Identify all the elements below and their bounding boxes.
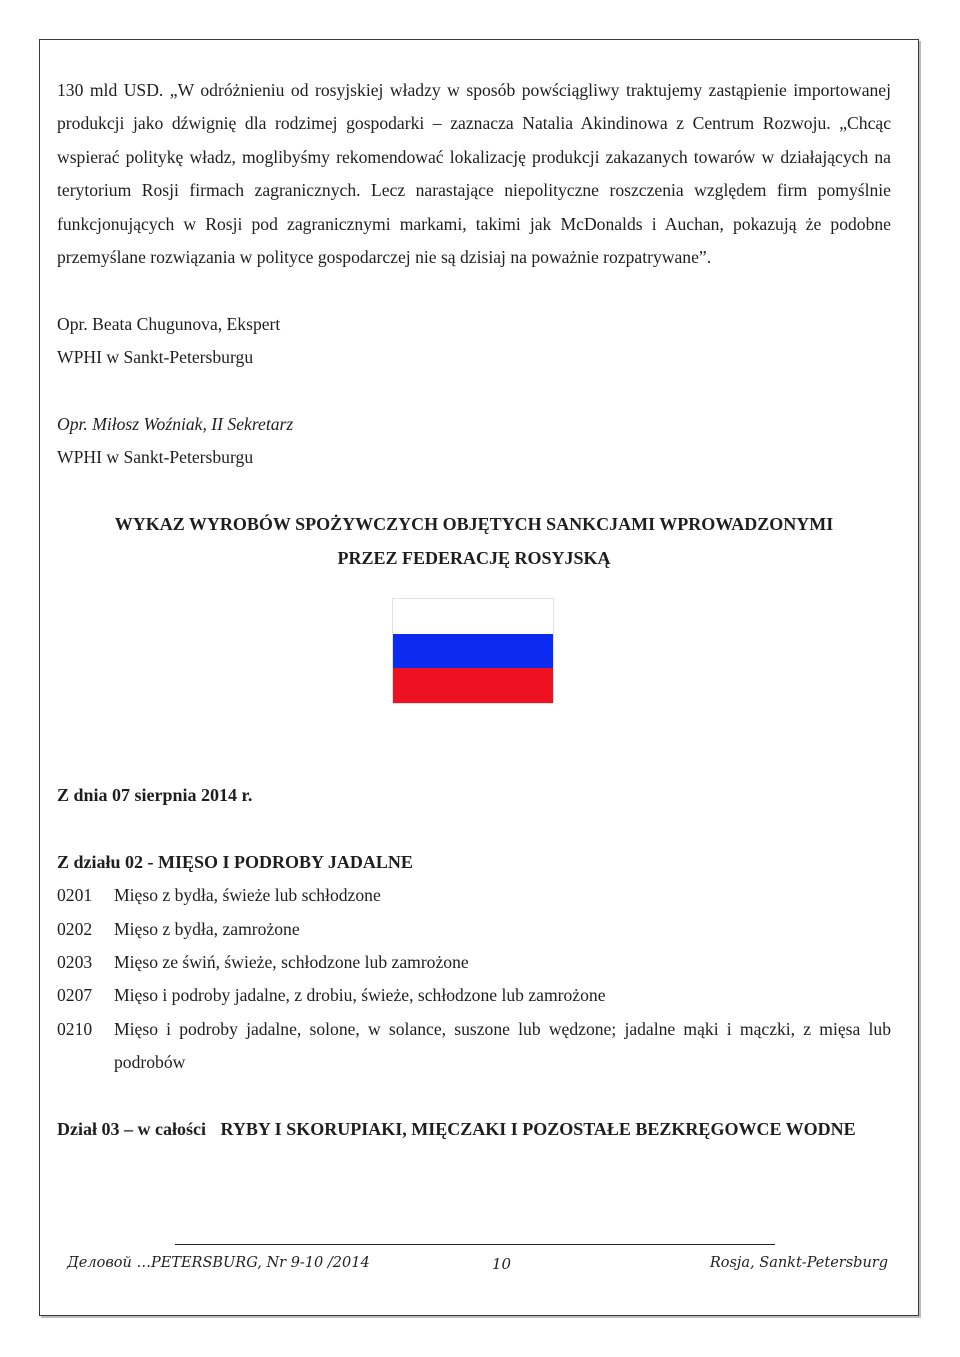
item-description: Mięso z bydła, świeże lub schłodzone xyxy=(114,885,381,906)
signature-2-author: Opr. Miłosz Woźniak, II Sekretarz xyxy=(57,414,294,435)
footer-publication: Деловой …PETERSBURG, Nr 9-10 /2014 xyxy=(67,1255,370,1271)
item-code: 0202 xyxy=(57,918,93,939)
flag-area xyxy=(57,575,891,779)
russian-flag-image xyxy=(392,598,554,704)
section-03-heading xyxy=(57,1113,891,1146)
date-line: Z dnia 07 sierpnia 2014 r. xyxy=(57,785,253,806)
signature-2-institution: WPHI w Sankt-Petersburgu xyxy=(57,447,254,468)
signature-1-author: Opr. Beata Chugunova, Ekspert xyxy=(57,313,281,334)
list-item xyxy=(57,979,891,1012)
list-heading-line-1: WYKAZ WYROBÓW SPOŻYWCZYCH OBJĘTYCH SANKCJAMI WPROWADZONYMI xyxy=(114,514,834,535)
section-02-title: Z działu 02 - MIĘSO I PODROBY JADALNE xyxy=(57,851,413,872)
item-code: 0210 xyxy=(57,1018,93,1039)
footer-divider xyxy=(175,1244,775,1245)
flag-stripe-blue xyxy=(393,634,553,669)
section-03-title: RYBY I SKORUPIAKI, MIĘCZAKI I POZOSTAŁE BEZKRĘGOWCE WODNE xyxy=(220,1119,856,1140)
signature-1-institution: WPHI w Sankt-Petersburgu xyxy=(57,347,254,368)
item-code: 0203 xyxy=(57,952,93,973)
item-description: Mięso z bydła, zamrożone xyxy=(114,918,300,939)
item-code: 0201 xyxy=(57,885,93,906)
signature-block-1 xyxy=(57,308,891,375)
footer-location: Rosja, Sankt-Petersburg xyxy=(709,1255,888,1271)
list-heading xyxy=(57,508,891,575)
page-content xyxy=(57,74,891,1146)
footer-page-number: 10 xyxy=(492,1255,512,1273)
flag-stripe-red xyxy=(393,668,553,703)
list-heading-line-2: PRZEZ FEDERACJĘ ROSYJSKĄ xyxy=(337,547,611,568)
section-02-list xyxy=(57,879,891,1079)
list-item xyxy=(57,946,891,979)
item-description: Mięso ze świń, świeże, schłodzone lub zamrożone xyxy=(114,952,469,973)
section-03-prefix: Dział 03 – w całości xyxy=(57,1119,206,1140)
body-paragraph: 130 mld USD. „W odróżnieniu od rosyjskiej władzy w sposób powściągliwy traktujemy zastąpienie importowanej produkcji jako dźwignię dla rodzimej gospodarki – zaznacza Natalia Akindinowa z Centrum Rozwoju. „Chcąc wspierać politykę władz, moglibyśmy rekomendować lokalizację produkcji zakazanych towarów w działających na terytorium Rosji firmach zagranicznych. Lecz narastające niepolityczne roszczenia względem firm pomyślnie funkcjonujących w Rosji pod zagranicznymi markami, takimi jak McDonalds i Auchan, pokazują że podobne przemyślane rozwiązania w polityce gospodarczej nie są dzisiaj na poważnie rozpatrywane”. xyxy=(57,80,891,268)
list-item xyxy=(57,879,891,912)
item-description: Mięso i podroby jadalne, z drobiu, świeże, schłodzone lub zamrożone xyxy=(114,985,606,1006)
flag-stripe-white xyxy=(393,599,553,634)
item-description: Mięso i podroby jadalne, solone, w solance, suszone lub wędzone; jadalne mąki i mączki, z mięsa lub podrobów xyxy=(114,1018,891,1073)
signature-block-2 xyxy=(57,408,891,475)
list-item xyxy=(57,913,891,946)
list-item xyxy=(57,1013,891,1080)
item-code: 0207 xyxy=(57,985,93,1006)
